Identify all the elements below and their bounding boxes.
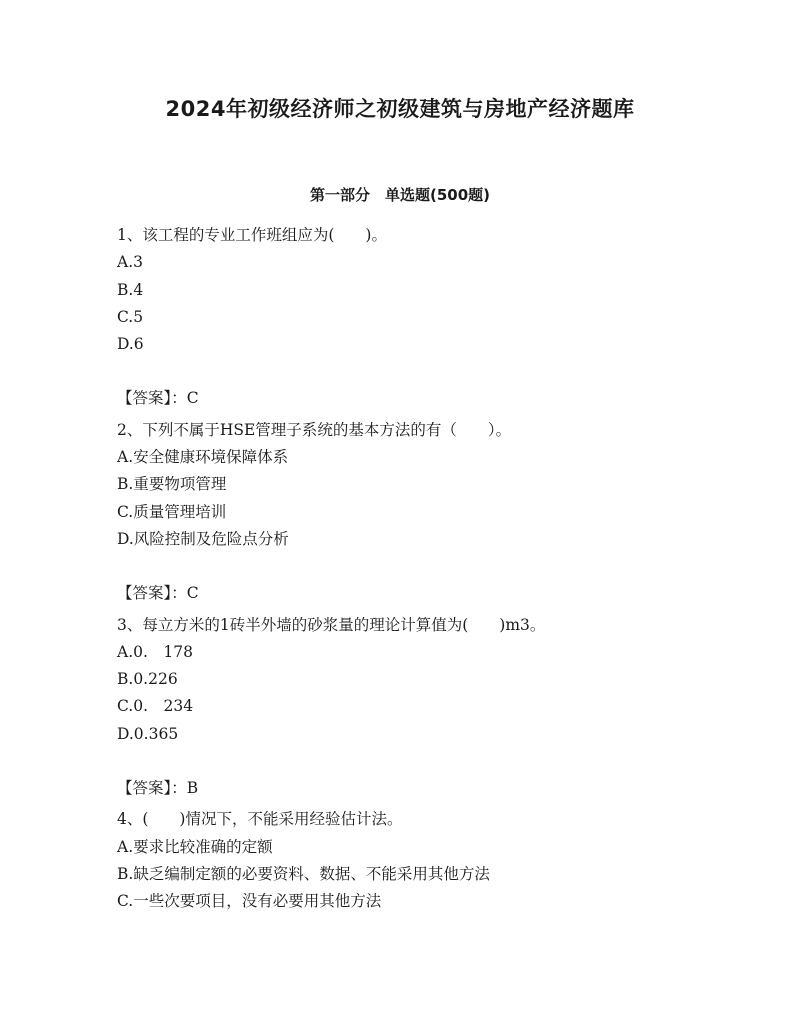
question-list — [117, 222, 717, 916]
option-c: C.5 — [117, 307, 144, 326]
question-2 — [117, 417, 717, 612]
section-title: 第一部分 单选题(500题) — [309, 186, 491, 204]
answer-line: 【答案】：C — [117, 389, 199, 408]
question-4 — [117, 806, 717, 915]
question-stem: 4、( )情况下，不能采用经验估计法。 — [117, 810, 403, 829]
option-a: A.安全健康环境保障体系 — [117, 448, 289, 467]
option-a: A.要求比较准确的定额 — [117, 837, 273, 856]
option-a: A.3 — [117, 253, 143, 272]
question-1 — [117, 222, 717, 417]
option-b: B.重要物项管理 — [117, 475, 227, 494]
option-d: D.风险控制及危险点分析 — [117, 529, 289, 548]
option-c: C.一些次要项目，没有必要用其他方法 — [117, 892, 382, 911]
option-b: B.4 — [117, 280, 144, 299]
question-stem: 2、下列不属于HSE管理子系统的基本方法的有（ ）。 — [117, 420, 512, 439]
option-d: D.6 — [117, 335, 144, 354]
question-stem: 1、该工程的专业工作班组应为( )。 — [117, 226, 387, 244]
answer-line: 【答案】：C — [117, 584, 199, 603]
question-stem: 3、每立方米的1砖半外墙的砂浆量的理论计算值为( )m3。 — [117, 615, 546, 634]
spacer — [117, 358, 717, 385]
answer-line: 【答案】：B — [117, 779, 199, 798]
document-title: 2024年初级经济师之初级建筑与房地产经济题库 — [165, 97, 635, 121]
spacer — [117, 553, 717, 580]
option-c: C.0. 234 — [117, 697, 194, 716]
option-d: D.0.365 — [117, 724, 179, 743]
option-a: A.0. 178 — [117, 642, 193, 661]
spacer — [117, 748, 717, 775]
question-3 — [117, 612, 717, 807]
option-c: C.质量管理培训 — [117, 502, 227, 521]
option-b: B.0.226 — [117, 670, 178, 689]
option-b: B.缺乏编制定额的必要资料、数据、不能采用其他方法 — [117, 864, 490, 883]
